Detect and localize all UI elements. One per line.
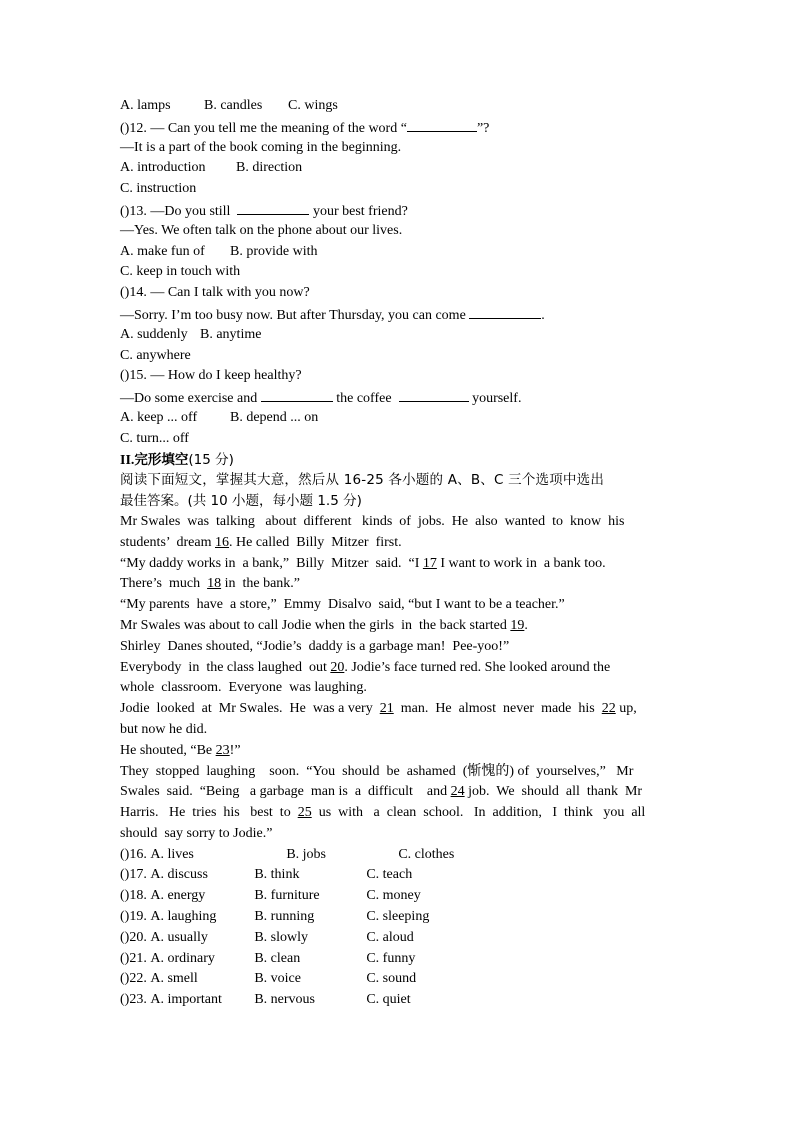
passage-line: They stopped laughing soon. “You should be ashamed (惭愧的) of yourselves,” Mr <box>120 763 634 779</box>
option-a: A. lamps <box>120 98 171 113</box>
cloze-option-row <box>120 886 672 907</box>
question-number: ()12. <box>120 120 147 136</box>
option-a: A. smell <box>150 971 198 987</box>
option-b: B. anytime <box>200 326 262 342</box>
blank-21: 21 <box>379 701 394 717</box>
answer-blank-1[interactable] <box>261 387 333 402</box>
passage-line: should say sorry to Jodie.” <box>120 825 273 841</box>
question-12-option-c: C. instruction <box>120 181 197 197</box>
answer-blank[interactable] <box>407 117 477 132</box>
passage-text: Swales said. “Being a garbage man is a difficult and <box>120 784 451 800</box>
reply-text-end: . <box>541 307 545 323</box>
question-number: ()16. <box>120 846 147 862</box>
option-a: A. suddenly <box>120 326 188 342</box>
question-number: ()15. <box>120 368 147 384</box>
worksheet-content <box>120 96 672 1011</box>
option-a: A. make fun of <box>120 243 205 259</box>
passage-line <box>120 574 672 595</box>
option-a: A. important <box>150 992 222 1008</box>
passage-text: !” <box>229 742 241 758</box>
question-14-options-ab <box>120 325 672 346</box>
passage-line <box>120 616 672 637</box>
passage-line: whole classroom. Everyone was laughing. <box>120 680 367 696</box>
question-14-reply <box>120 304 672 325</box>
option-a: A. keep ... off <box>120 409 198 425</box>
option-b: B. direction <box>236 160 303 176</box>
passage-line <box>120 699 672 720</box>
option-a: A. energy <box>150 888 206 904</box>
passage-text: Everybody in the class laughed out <box>120 659 331 675</box>
cloze-option-list <box>120 865 672 1011</box>
passage-line <box>120 554 672 575</box>
question-13 <box>120 200 672 221</box>
reply-text-end: yourself. <box>472 391 522 407</box>
question-number: ()23. <box>120 992 147 1008</box>
option-a: A. lives <box>150 846 194 862</box>
blank-25: 25 <box>297 805 312 821</box>
question-15-option-c: C. turn... off <box>120 430 189 446</box>
question-text-end: your best friend? <box>312 203 408 219</box>
question-text-end: ”? <box>476 120 490 136</box>
option-a: A. introduction <box>120 160 206 176</box>
passage-text: us with a clean school. In addition, I think you all <box>311 805 646 821</box>
answer-blank[interactable] <box>237 200 309 215</box>
cloze-option-row <box>120 865 672 886</box>
passage-text: “My daddy works in a bank,” Billy Mitzer said. “I <box>120 555 423 571</box>
option-c: C. funny <box>366 950 416 966</box>
cloze-option-row <box>120 907 672 928</box>
option-b: B. voice <box>254 971 301 987</box>
question-15-options-ab <box>120 408 672 429</box>
passage-line: “My parents have a store,” Emmy Disalvo said, “but I want to be a teacher.” <box>120 597 565 613</box>
option-c: C. aloud <box>366 929 414 945</box>
option-a: A. discuss <box>150 867 208 883</box>
option-b: B. nervous <box>254 992 315 1008</box>
cloze-option-row <box>120 949 672 970</box>
passage-text: I want to work in a bank too. <box>436 555 606 571</box>
option-b: B. furniture <box>254 888 320 904</box>
section-score: (15 分) <box>188 451 234 468</box>
passage-text: in the bank.” <box>221 576 301 592</box>
section-instruction-line-2: 最佳答案。(共 10 小题，每小题 1.5 分) <box>120 493 362 510</box>
question-number: ()14. <box>120 285 147 301</box>
question-14-option-c: C. anywhere <box>120 347 191 363</box>
reply-text-mid: the coffee <box>336 391 392 407</box>
passage-line: Shirley Danes shouted, “Jodie’s daddy is a garbage man! Pee-yoo!” <box>120 638 510 654</box>
question-13-option-c: C. keep in touch with <box>120 264 241 280</box>
passage-text: Mr Swales was about to call Jodie when the girls in the back started <box>120 617 511 633</box>
passage-text: . <box>524 617 528 633</box>
option-c: C. sound <box>366 971 417 987</box>
passage-text: up, <box>615 701 637 717</box>
option-c: C. sleeping <box>366 909 430 925</box>
reply-text-start: —Sorry. I’m too busy now. But after Thursday, you can come <box>120 307 466 323</box>
question-number: ()18. <box>120 888 147 904</box>
passage-line <box>120 782 672 803</box>
passage-line: Mr Swales was talking about different kinds of jobs. He also wanted to know his <box>120 513 625 529</box>
question-13-options-ab <box>120 242 672 263</box>
q11-options <box>120 96 672 117</box>
option-b: B. depend ... on <box>230 409 319 425</box>
passage-text: He shouted, “Be <box>120 742 216 758</box>
option-c: C. teach <box>366 867 413 883</box>
blank-17: 17 <box>422 555 437 571</box>
question-number: ()17. <box>120 867 147 883</box>
section-instruction-line-1: 阅读下面短文，掌握其大意，然后从 16-25 各小题的 A、B、C 三个选项中选出 <box>120 472 605 489</box>
option-b: B. jobs <box>286 846 327 862</box>
option-a: A. laughing <box>150 909 217 925</box>
reply-text-start: —Do some exercise and <box>120 391 258 407</box>
option-c: C. quiet <box>366 992 411 1008</box>
question-14 <box>120 283 672 304</box>
passage-line <box>120 741 672 762</box>
question-number: ()13. <box>120 203 147 219</box>
question-number: ()22. <box>120 971 147 987</box>
cloze-option-row <box>120 990 672 1011</box>
option-a: A. usually <box>150 929 208 945</box>
section-number: II. <box>120 452 135 468</box>
option-b: B. candles <box>204 98 263 113</box>
option-c: C. clothes <box>398 846 455 862</box>
question-text-start: —Do you still <box>150 203 231 219</box>
section-title: 完形填空 <box>134 451 189 468</box>
passage-text: students’ dream <box>120 534 215 550</box>
passage-text: man. He almost never made his <box>393 701 602 717</box>
question-12-reply: —It is a part of the book coming in the beginning. <box>120 139 402 155</box>
passage-line: but now he did. <box>120 721 208 737</box>
option-b: B. clean <box>254 950 301 966</box>
option-b: B. think <box>254 867 300 883</box>
option-c: C. wings <box>288 98 338 113</box>
passage-text: . Jodie’s face turned red. She looked around the <box>344 659 611 675</box>
question-15 <box>120 366 672 387</box>
blank-24: 24 <box>450 784 465 800</box>
question-15-reply <box>120 387 672 408</box>
cloze-option-row <box>120 969 672 990</box>
option-b: B. slowly <box>254 929 309 945</box>
blank-16: 16 <box>215 534 229 550</box>
question-number: ()19. <box>120 909 147 925</box>
blank-23: 23 <box>215 742 230 758</box>
passage-line <box>120 533 672 554</box>
question-13-reply: —Yes. We often talk on the phone about our lives. <box>120 222 403 238</box>
passage-text: . He called Billy Mitzer first. <box>229 534 402 550</box>
blank-18: 18 <box>207 576 222 592</box>
option-c: C. money <box>366 888 421 904</box>
blank-20: 20 <box>330 659 345 675</box>
question-number: ()20. <box>120 929 147 945</box>
option-a: A. ordinary <box>150 950 215 966</box>
question-number: ()21. <box>120 950 147 966</box>
question-text-start: — Can you tell me the meaning of the word “ <box>150 120 407 136</box>
section-heading <box>120 450 672 471</box>
option-b: B. running <box>254 909 315 925</box>
answer-blank[interactable] <box>469 304 541 319</box>
question-12 <box>120 117 672 138</box>
passage-text: Harris. He tries his best to <box>120 805 298 821</box>
question-text: — How do I keep healthy? <box>150 368 302 384</box>
passage-text: Jodie looked at Mr Swales. He was a very <box>120 701 380 717</box>
blank-19: 19 <box>510 617 525 633</box>
passage-text: job. We should all thank Mr <box>464 784 643 800</box>
passage-line <box>120 803 672 824</box>
option-b: B. provide with <box>230 243 318 259</box>
answer-blank-2[interactable] <box>399 387 469 402</box>
question-text: — Can I talk with you now? <box>150 285 310 301</box>
question-12-options-ab <box>120 158 672 179</box>
cloze-option-row <box>120 928 672 949</box>
passage-line <box>120 658 672 679</box>
blank-22: 22 <box>601 701 616 717</box>
passage-text: There’s much <box>120 576 208 592</box>
cloze-option-row <box>120 845 672 866</box>
